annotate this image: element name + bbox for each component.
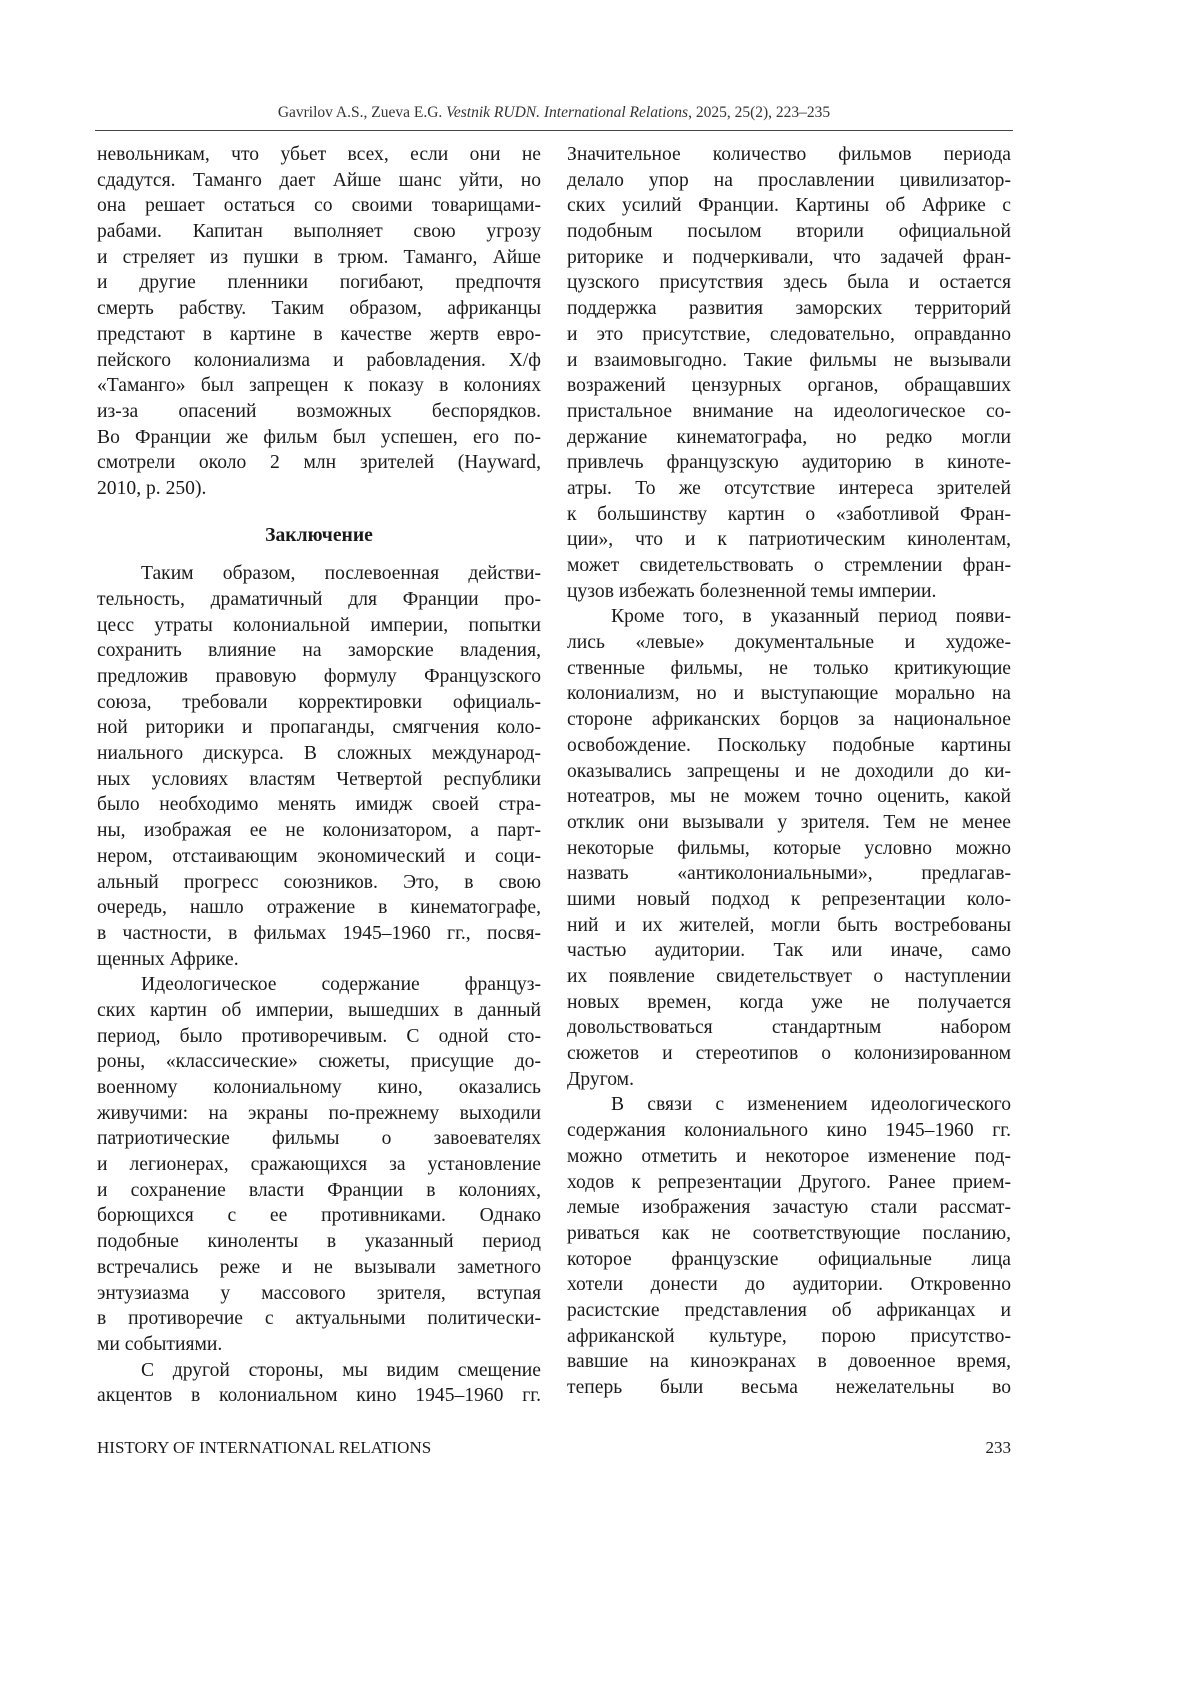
text-line: шими новый подход к репрезентации коло- (567, 887, 1011, 913)
text-line: вавшие на киноэкранах в довоенное время, (567, 1349, 1011, 1375)
header-rule (95, 130, 1013, 131)
text-line: ции», что и к патриотическим кинолентам, (567, 527, 1011, 553)
text-line: отклик они вызывали у зрителя. Тем не менее (567, 810, 1011, 836)
text-line: тельность, драматичный для Франции про- (97, 587, 541, 613)
text-line: держание кинематографа, но редко могли (567, 425, 1011, 451)
text-line: В связи с изменением идеологического (567, 1092, 1011, 1118)
text-line: очередь, нашло отражение в кинематографе, (97, 895, 541, 921)
text-line: колониализм, но и выступающие морально на (567, 681, 1011, 707)
text-line: хотели донести до аудитории. Откровенно (567, 1272, 1011, 1298)
text-line: Идеологическое содержание француз- (97, 972, 541, 998)
text-line: их появление свидетельствует о наступлении (567, 964, 1011, 990)
paragraph (567, 604, 1011, 1092)
text-line: С другой стороны, мы видим смещение (97, 1358, 541, 1384)
text-line: нером, отстаивающим экономический и соци- (97, 844, 541, 870)
text-line: борющихся с ее противниками. Однако (97, 1203, 541, 1229)
text-line: Таким образом, послевоенная действи- (97, 561, 541, 587)
header-authors: Gavrilov A.S., Zueva E.G. (278, 104, 442, 121)
text-line: риваться как не соответствующие посланию, (567, 1221, 1011, 1247)
text-line: подобные киноленты в указанный период (97, 1229, 541, 1255)
text-line: и стреляет из пушки в трюм. Таманго, Айше (97, 245, 541, 271)
text-line: частью аудитории. Так или иначе, само (567, 938, 1011, 964)
text-line: лись «левые» документальные и художе- (567, 630, 1011, 656)
text-line: и сохранение власти Франции в колониях, (97, 1178, 541, 1204)
text-line: привлечь французскую аудиторию в кинотe- (567, 450, 1011, 476)
text-line: и легионерах, сражающихся за установление (97, 1152, 541, 1178)
text-line: пристальное внимание на идеологическое со- (567, 399, 1011, 425)
text-line: ских картин об империи, вышедших в данный (97, 998, 541, 1024)
text-line: сдадутся. Таманго дает Айше шанс уйти, но (97, 168, 541, 194)
text-line: смерть рабству. Таким образом, африканцы (97, 296, 541, 322)
text-line: альный прогресс союзников. Это, в свою (97, 870, 541, 896)
text-line: цесс утраты колониальной империи, попытки (97, 613, 541, 639)
text-line: 2010, p. 250). (97, 476, 541, 502)
running-header (95, 104, 1013, 122)
header-journal: Vestnik RUDN. International Relations (446, 104, 688, 121)
text-line: живучими: на экраны по-прежнему выходили (97, 1101, 541, 1127)
text-line: оказывались запрещены и не доходили до ки- (567, 759, 1011, 785)
paragraph (97, 561, 541, 972)
text-line: содержания колониального кино 1945–1960 гг. (567, 1118, 1011, 1144)
text-line: и это присутствие, следовательно, оправданно (567, 322, 1011, 348)
text-line: предстают в картине в качестве жертв евро- (97, 322, 541, 348)
text-line: в частности, в фильмах 1945–1960 гг., посвя- (97, 921, 541, 947)
text-line: ной риторики и пропаганды, смягчения коло- (97, 715, 541, 741)
left-column (97, 142, 541, 1409)
text-line: риторике и подчеркивали, что задачей фран- (567, 245, 1011, 271)
text-line: довольствоваться стандартным набором (567, 1015, 1011, 1041)
text-line: пейского колониализма и рабовладения. Х/ф (97, 348, 541, 374)
page-number: 233 (986, 1438, 1012, 1458)
text-line: ских усилий Франции. Картины об Африке с (567, 193, 1011, 219)
text-line: энтузиазма у массового зрителя, вступая (97, 1281, 541, 1307)
text-line: Во Франции же фильм был успешен, его по- (97, 425, 541, 451)
text-line: поддержка развития заморских территорий (567, 296, 1011, 322)
text-line: и взаимовыгодно. Такие фильмы не вызывали (567, 348, 1011, 374)
text-line: лемые изображения зачастую стали рассмат- (567, 1195, 1011, 1221)
text-line: стороне африканских борцов за национальное (567, 707, 1011, 733)
text-line: рабами. Капитан выполняет свою угрозу (97, 219, 541, 245)
text-line: цузов избежать болезненной темы империи. (567, 579, 1011, 605)
text-line: военному колониальному кино, оказались (97, 1075, 541, 1101)
text-line: ний и их жителей, могли быть востребованы (567, 913, 1011, 939)
paragraph (97, 142, 541, 502)
text-line: смотрели около 2 млн зрителей (Hayward, (97, 450, 541, 476)
text-line: новых времен, когда уже не получается (567, 990, 1011, 1016)
text-line: может свидетельствовать о стремлении фран- (567, 553, 1011, 579)
footer-section-title: HISTORY OF INTERNATIONAL RELATIONS (97, 1438, 431, 1458)
text-line: некоторые фильмы, которые условно можно (567, 836, 1011, 862)
text-line: африканской культуре, порою присутство- (567, 1324, 1011, 1350)
text-line: теперь были весьма нежелательны во (567, 1375, 1011, 1401)
text-line: она решает остаться со своими товарищами- (97, 193, 541, 219)
text-line: ниального дискурса. В сложных международ- (97, 741, 541, 767)
text-line: акцентов в колониальном кино 1945–1960 гг. (97, 1383, 541, 1409)
text-line: цузского присутствия здесь была и остается (567, 270, 1011, 296)
text-line: Кроме того, в указанный период появи- (567, 604, 1011, 630)
text-line: которое французские официальные лица (567, 1247, 1011, 1273)
section-heading: Заключение (97, 523, 541, 549)
text-line: нотеатров, мы не можем точно оценить, какой (567, 784, 1011, 810)
text-line: невольникам, что убьет всех, если они не (97, 142, 541, 168)
text-line: было необходимо менять имидж своей стра- (97, 792, 541, 818)
text-line: из-за опасений возможных беспорядков. (97, 399, 541, 425)
text-line: ны, изображая ее не колонизатором, а парт- (97, 818, 541, 844)
text-line: сюжетов и стереотипов о колонизированном (567, 1041, 1011, 1067)
paragraph (567, 1092, 1011, 1400)
text-line: и другие пленники погибают, предпочтя (97, 270, 541, 296)
text-line: предложив правовую формулу Французского (97, 664, 541, 690)
text-line: патриотические фильмы о завоевателях (97, 1126, 541, 1152)
text-line: роны, «классические» сюжеты, присущие до- (97, 1049, 541, 1075)
text-line: Значительное количество фильмов периода (567, 142, 1011, 168)
text-line: союза, требовали корректировки официаль- (97, 690, 541, 716)
paragraph (567, 142, 1011, 604)
paragraph (97, 972, 541, 1357)
right-column (567, 142, 1011, 1401)
text-line: можно отметить и некоторое изменение под- (567, 1144, 1011, 1170)
paragraph (97, 1358, 541, 1409)
text-line: период, было противоречивым. С одной сто- (97, 1024, 541, 1050)
text-line: в противоречие с актуальными политически- (97, 1306, 541, 1332)
text-line: ственные фильмы, не только критикующие (567, 656, 1011, 682)
text-line: ходов к репрезентации Другого. Ранее прием- (567, 1170, 1011, 1196)
text-line: к большинству картин о «заботливой Фран- (567, 502, 1011, 528)
text-line: ми событиями. (97, 1332, 541, 1358)
text-line: встречались реже и не вызывали заметного (97, 1255, 541, 1281)
text-line: расистские представления об африканцах и (567, 1298, 1011, 1324)
text-line: освобождение. Поскольку подобные картины (567, 733, 1011, 759)
text-line: Другом. (567, 1067, 1011, 1093)
header-citation: , 2025, 25(2), 223–235 (688, 104, 830, 121)
text-line: атры. То же отсутствие интереса зрителей (567, 476, 1011, 502)
text-line: назвать «антиколониальными», предлагав- (567, 861, 1011, 887)
text-line: подобным посылом вторили официальной (567, 219, 1011, 245)
text-line: «Таманго» был запрещен к показу в колониях (97, 373, 541, 399)
text-line: сохранить влияние на заморские владения, (97, 638, 541, 664)
text-line: возражений цензурных органов, обращавших (567, 373, 1011, 399)
text-line: ных условиях властям Четвертой республики (97, 767, 541, 793)
text-line: щенных Африке. (97, 947, 541, 973)
text-line: делало упор на прославлении цивилизатор- (567, 168, 1011, 194)
